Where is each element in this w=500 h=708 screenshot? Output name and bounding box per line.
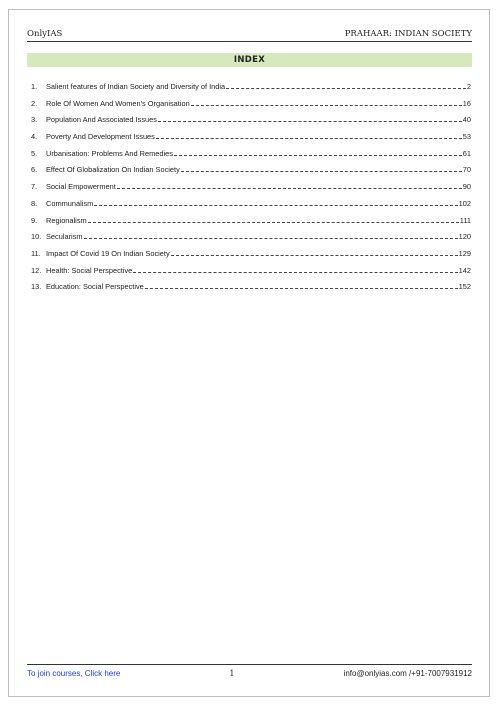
toc-item[interactable] <box>31 149 471 166</box>
toc-item[interactable] <box>31 182 471 199</box>
toc-item-title: Secularism <box>46 232 83 242</box>
toc-item-number: 5. <box>31 148 38 158</box>
toc-item-number: 7. <box>31 182 38 192</box>
toc-item[interactable] <box>31 132 471 149</box>
toc-item-title: Population And Associated Issues <box>46 115 157 125</box>
toc-item[interactable] <box>31 216 471 233</box>
page-footer <box>27 664 472 678</box>
toc-item-page: 102 <box>458 198 471 208</box>
toc-item[interactable] <box>31 232 471 249</box>
toc-item[interactable] <box>31 165 471 182</box>
toc-item-leader <box>171 249 458 256</box>
toc-item-title: Social Empowerment <box>46 182 116 192</box>
toc-item-page: 2 <box>466 82 471 91</box>
toc-item-page: 111 <box>459 215 471 225</box>
toc-item-title: Health: Social Perspective <box>46 265 133 275</box>
toc-item-number: 9. <box>31 215 38 225</box>
toc-item[interactable] <box>31 249 471 266</box>
toc-item-page: 90 <box>462 182 471 192</box>
toc-item-page: 40 <box>462 115 471 125</box>
toc-item-leader <box>133 266 457 273</box>
toc-item-number: 1. <box>31 82 38 91</box>
toc-item-title: Role Of Women And Women's Organisation <box>46 98 190 108</box>
toc-item[interactable] <box>31 266 471 283</box>
toc-item-title: Regionalism <box>46 215 87 225</box>
toc-item-title: Effect Of Globalization On Indian Society <box>46 165 180 175</box>
toc-item-number: 10. <box>31 232 42 242</box>
toc-item-leader <box>145 282 458 289</box>
toc-item-title: Salient features of Indian Society and Diversity of India <box>46 82 226 91</box>
toc-item[interactable] <box>31 115 471 132</box>
toc-item-title: Impact Of Covid 19 On Indian Society <box>46 248 170 258</box>
toc-item-leader <box>191 99 462 106</box>
toc-item[interactable] <box>31 99 471 116</box>
footer-page-number: 1 <box>229 669 235 678</box>
toc-item-leader <box>94 199 457 206</box>
index-title: INDEX <box>233 55 266 65</box>
table-of-contents <box>31 82 471 299</box>
toc-item-leader <box>181 165 462 172</box>
toc-item-leader <box>158 115 462 122</box>
toc-item-page: 53 <box>462 132 471 142</box>
toc-item-number: 13. <box>31 282 42 292</box>
toc-item-leader <box>226 82 466 89</box>
toc-item-number: 2. <box>31 98 38 108</box>
toc-item-page: 16 <box>462 98 471 108</box>
toc-item-number: 6. <box>31 165 38 175</box>
footer-contact: info@onlyias.com /+91-7007931912 <box>343 669 472 678</box>
toc-item-number: 3. <box>31 115 38 125</box>
toc-item-page: 61 <box>462 148 471 158</box>
toc-item-title: Urbanisation: Problems And Remedies <box>46 148 173 158</box>
toc-item-leader <box>117 182 462 189</box>
toc-item-title: Poverty And Development Issues <box>46 132 155 142</box>
header-book-title: PRAHAAR: INDIAN SOCIETY <box>344 29 472 39</box>
index-heading <box>27 53 472 67</box>
toc-item-number: 8. <box>31 198 38 208</box>
toc-item[interactable] <box>31 282 471 299</box>
toc-item-page: 129 <box>458 248 471 258</box>
toc-item-page: 120 <box>458 232 471 242</box>
toc-item-leader <box>88 216 459 223</box>
toc-item-title: Education: Social Perspective <box>46 282 144 292</box>
toc-item-number: 12. <box>31 265 42 275</box>
toc-item-leader <box>156 132 462 139</box>
toc-item[interactable] <box>31 82 471 99</box>
toc-item-title: Communalism <box>46 198 94 208</box>
toc-item-page: 70 <box>462 165 471 175</box>
toc-item-leader <box>174 149 462 156</box>
page-header <box>27 29 472 42</box>
toc-item-number: 4. <box>31 132 38 142</box>
toc-item[interactable] <box>31 199 471 216</box>
join-courses-link[interactable]: To join courses, Click here <box>27 669 121 678</box>
toc-item-page: 152 <box>458 282 471 292</box>
toc-item-page: 142 <box>458 265 471 275</box>
header-brand: OnlyIAS <box>27 29 63 39</box>
toc-item-number: 11. <box>31 248 41 258</box>
toc-item-leader <box>84 232 458 239</box>
